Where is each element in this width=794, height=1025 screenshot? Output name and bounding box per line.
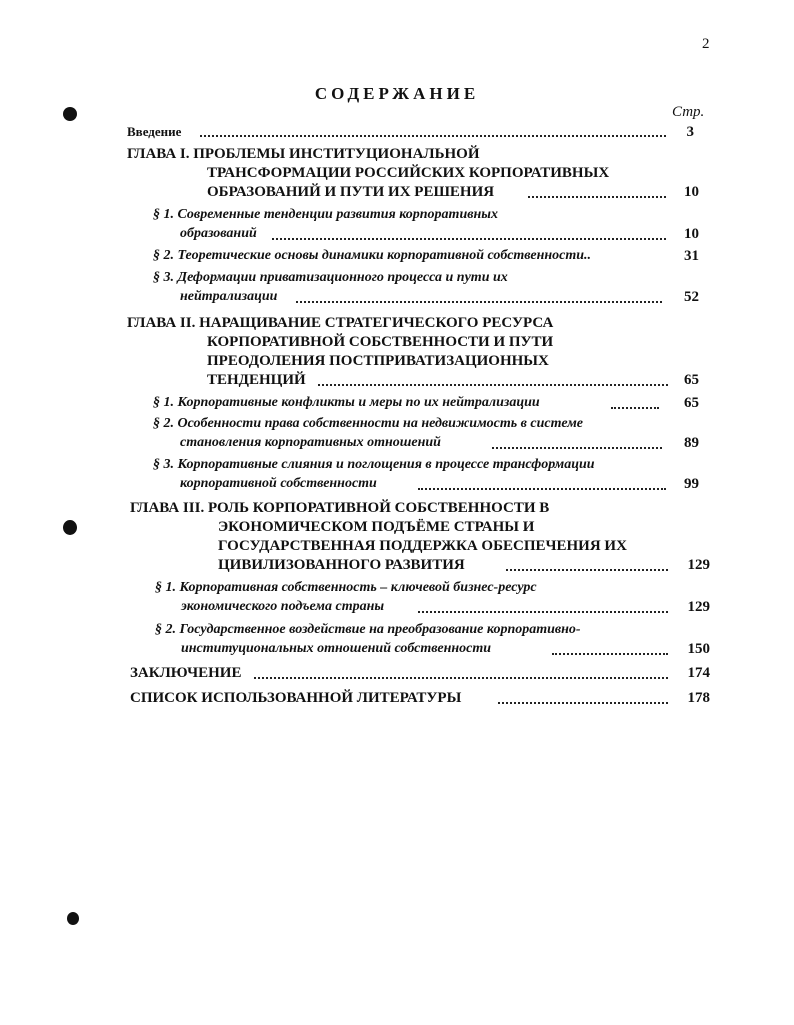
entry-page: 174 xyxy=(687,665,710,681)
entry-title-line-2: образований xyxy=(180,226,257,241)
leader-dots xyxy=(552,651,668,655)
entry-title-line-1: ГЛАВА III. РОЛЬ КОРПОРАТИВНОЙ СОБСТВЕННОСТИ В xyxy=(130,500,550,516)
entry-page: 89 xyxy=(684,435,699,451)
entry-page: 10 xyxy=(684,226,699,242)
toc-title: СОДЕРЖАНИЕ xyxy=(314,84,480,103)
page-number: 2 xyxy=(702,36,710,52)
leader-dots xyxy=(492,445,662,449)
scan-spot-bottom xyxy=(67,912,79,925)
entry-page: 99 xyxy=(684,476,699,492)
leader-dots xyxy=(418,609,668,613)
leader-dots xyxy=(611,405,659,409)
entry-title-line-3: ГОСУДАРСТВЕННАЯ ПОДДЕРЖКА ОБЕСПЕЧЕНИЯ ИХ xyxy=(218,538,627,554)
entry-page: 65 xyxy=(684,372,699,388)
entry-title-line-4: ТЕНДЕНЦИЙ xyxy=(207,372,306,388)
entry-title-line-1: § 1. Корпоративные конфликты и меры по их нейтрализации xyxy=(153,395,540,410)
page-column-label: Стр. xyxy=(672,104,705,120)
entry-title-line-1: § 3. Деформации приватизационного процесса и пути их xyxy=(153,270,508,285)
entry-title-line-1: СПИСОК ИСПОЛЬЗОВАННОЙ ЛИТЕРАТУРЫ xyxy=(130,690,462,706)
entry-title-line-1: § 1. Корпоративная собственность – ключевой бизнес-ресурс xyxy=(155,580,537,595)
entry-title-line-2: становления корпоративных отношений xyxy=(180,435,441,450)
entry-title-line-4: ЦИВИЛИЗОВАННОГО РАЗВИТИЯ xyxy=(218,557,465,573)
entry-page: 150 xyxy=(687,641,710,657)
entry-title-line-3: ПРЕОДОЛЕНИЯ ПОСТПРИВАТИЗАЦИОННЫХ xyxy=(207,353,549,369)
entry-title-line-3: ОБРАЗОВАНИЙ И ПУТИ ИХ РЕШЕНИЯ xyxy=(207,184,495,200)
entry-title-line-1: ГЛАВА II. НАРАЩИВАНИЕ СТРАТЕГИЧЕСКОГО РЕСУРСА xyxy=(127,315,554,331)
scan-spot-middle xyxy=(63,520,77,535)
entry-title-line-2: ТРАНСФОРМАЦИИ РОССИЙСКИХ КОРПОРАТИВНЫХ xyxy=(207,165,610,181)
scan-spot-top xyxy=(63,107,77,121)
entry-page: 129 xyxy=(687,557,710,573)
entry-title-line-2: ЭКОНОМИЧЕСКОМ ПОДЪЁМЕ СТРАНЫ И xyxy=(218,519,535,535)
entry-title-line-2: КОРПОРАТИВНОЙ СОБСТВЕННОСТИ И ПУТИ xyxy=(207,334,554,350)
leader-dots xyxy=(506,567,668,571)
entry-title: Введение xyxy=(127,124,182,139)
entry-title-line-2: экономического подъема страны xyxy=(181,599,385,614)
entry-title-line-2: корпоративной собственности xyxy=(180,476,377,491)
leader-dots xyxy=(296,299,662,303)
leader-dots xyxy=(200,133,666,137)
leader-dots xyxy=(318,382,668,386)
entry-title-line-1: § 3. Корпоративные слияния и поглощения в процессе трансформации xyxy=(153,457,595,472)
entry-page: 10 xyxy=(684,184,699,200)
entry-page: 129 xyxy=(687,599,710,615)
leader-dots xyxy=(528,194,666,198)
entry-title-line-1: § 2. Государственное воздействие на преобразование корпоративно- xyxy=(155,622,581,637)
entry-title-line-1: § 2. Особенности права собственности на недвижимость в системе xyxy=(153,416,584,431)
entry-title-line-2: институциональных отношений собственности xyxy=(181,641,492,656)
entry-title-line-1: § 1. Современные тенденции развития корпоративных xyxy=(153,207,498,222)
leader-dots xyxy=(272,236,666,240)
entry-title-line-1: § 2. Теоретические основы динамики корпоративной собственности.. xyxy=(153,248,592,263)
leader-dots xyxy=(418,486,666,490)
leader-dots xyxy=(254,675,668,679)
entry-page: 31 xyxy=(684,248,699,264)
entry-title-line-1: ЗАКЛЮЧЕНИЕ xyxy=(130,665,242,681)
entry-page: 65 xyxy=(684,395,699,411)
entry-title-line-2: нейтрализации xyxy=(180,289,278,304)
leader-dots xyxy=(498,700,668,704)
entry-page: 178 xyxy=(687,690,710,706)
entry-title-line-1: ГЛАВА I. ПРОБЛЕМЫ ИНСТИТУЦИОНАЛЬНОЙ xyxy=(127,146,480,162)
entry-page: 52 xyxy=(684,289,699,305)
entry-page: 3 xyxy=(686,124,694,140)
